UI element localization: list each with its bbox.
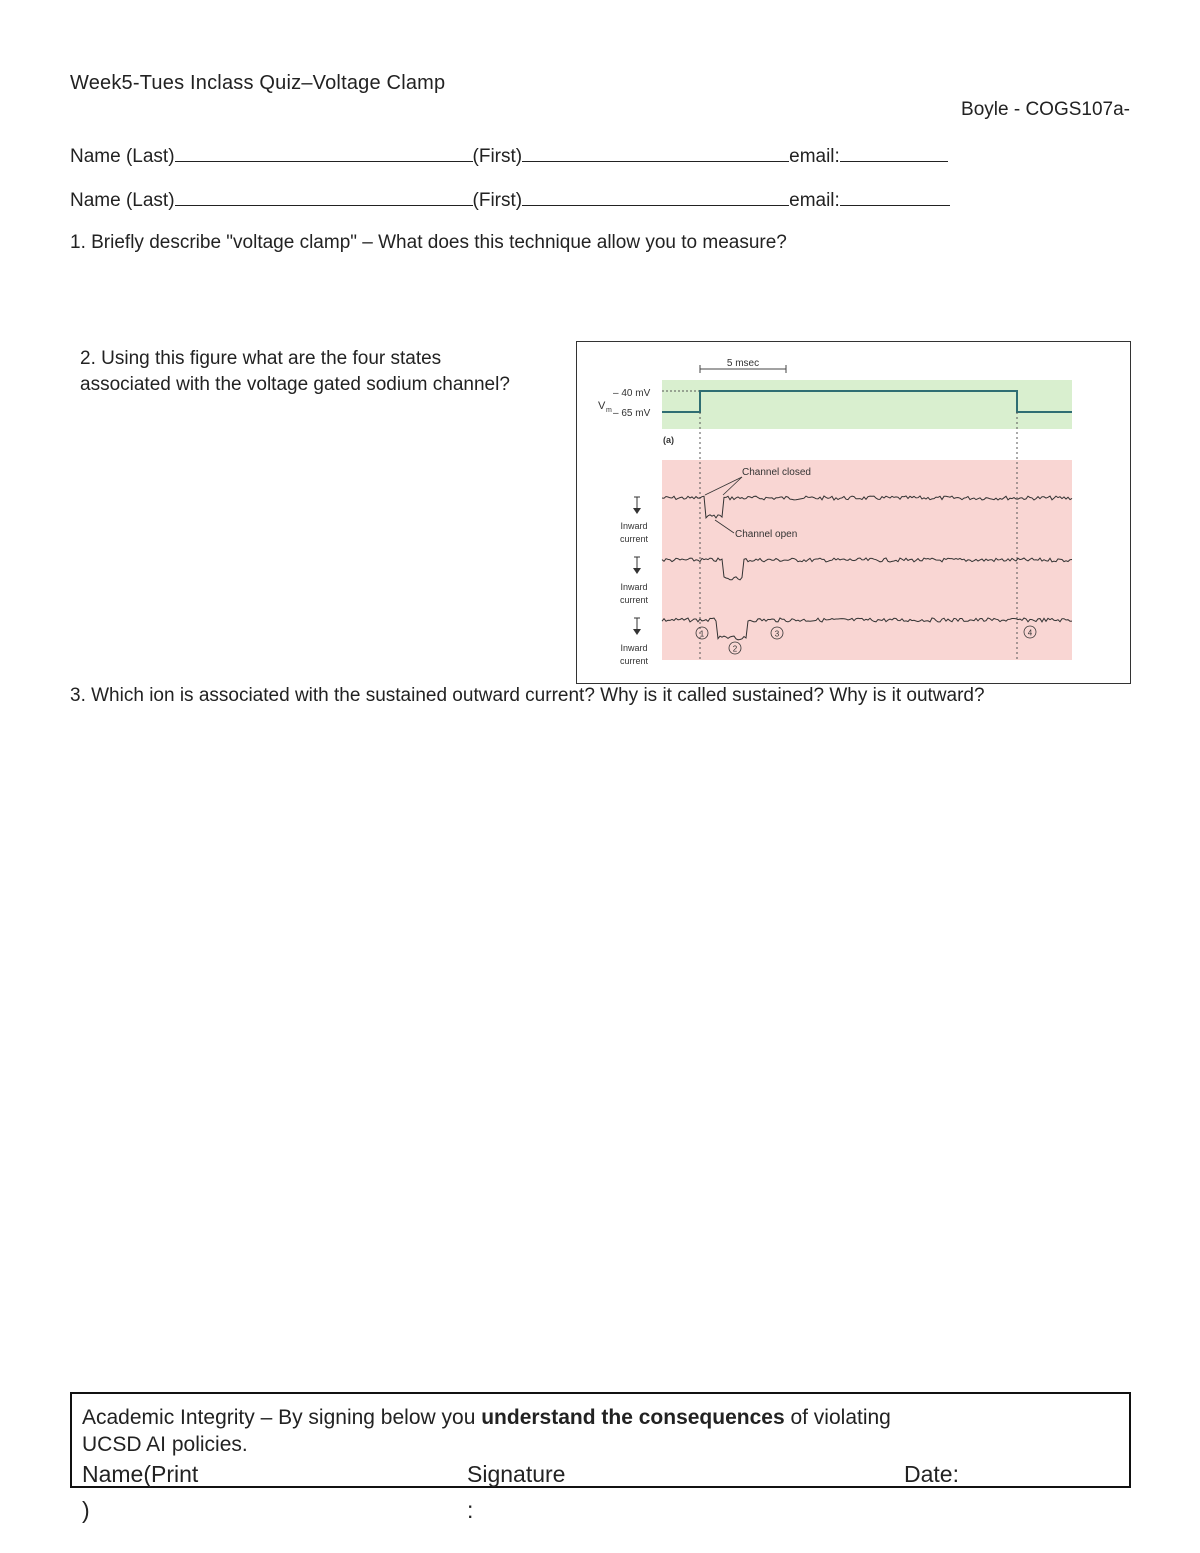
inward-arrow-3 bbox=[633, 618, 641, 635]
figure-svg bbox=[577, 342, 1130, 683]
svg-text:2: 2 bbox=[732, 644, 738, 654]
first-name-label: (First) bbox=[472, 146, 523, 167]
integrity-text-line-2: UCSD AI policies. bbox=[82, 1433, 248, 1456]
sodium-channel-figure bbox=[576, 341, 1131, 684]
name-print-label: Name(Print bbox=[82, 1461, 199, 1487]
integrity-statement bbox=[82, 1404, 1082, 1458]
inward-label-1b: current bbox=[619, 534, 649, 544]
question-2-line-2: associated with the voltage gated sodium channel? bbox=[80, 374, 510, 395]
channel-closed-label: Channel closed bbox=[742, 467, 811, 478]
last-name-field[interactable] bbox=[175, 145, 473, 162]
time-scale-label: 5 msec bbox=[726, 358, 760, 369]
email-label: email: bbox=[789, 146, 840, 167]
last-name-label: Name (Last) bbox=[70, 190, 175, 211]
integrity-text-bold: understand the consequences bbox=[481, 1406, 785, 1429]
first-name-field[interactable] bbox=[522, 145, 789, 162]
name-row-1 bbox=[70, 145, 948, 168]
name-print-paren: ) bbox=[82, 1497, 90, 1523]
last-name-field[interactable] bbox=[175, 189, 473, 206]
integrity-text-2: of violating bbox=[784, 1406, 891, 1429]
quiz-title: Week5-Tues Inclass Quiz–Voltage Clamp bbox=[70, 72, 446, 94]
first-name-field[interactable] bbox=[522, 189, 789, 206]
integrity-text-1: Academic Integrity – By signing below you bbox=[82, 1406, 482, 1429]
question-3: 3. Which ion is associated with the sustained outward current? Why is it called sustained? Why is it outward? bbox=[70, 685, 985, 706]
inward-label-2b: current bbox=[619, 595, 649, 605]
email-field[interactable] bbox=[840, 145, 948, 162]
academic-integrity-box bbox=[70, 1392, 1131, 1523]
inward-label-3a: Inward bbox=[620, 643, 648, 653]
course-label: Boyle - COGS107a- bbox=[961, 99, 1130, 120]
panel-label: (a) bbox=[663, 435, 674, 445]
inward-arrow-2 bbox=[633, 557, 641, 574]
inward-arrow-1 bbox=[633, 497, 641, 514]
name-row-2 bbox=[70, 189, 950, 212]
inward-label-3b: current bbox=[619, 656, 649, 666]
inward-label-1a: Inward bbox=[620, 521, 648, 531]
inward-label-2a: Inward bbox=[620, 582, 648, 592]
question-2-line-1: 2. Using this figure what are the four states bbox=[80, 348, 442, 369]
last-name-label: Name (Last) bbox=[70, 146, 175, 167]
signature-colon: : bbox=[467, 1497, 474, 1523]
channel-open-label: Channel open bbox=[735, 529, 798, 540]
signature-label: Signature bbox=[467, 1461, 566, 1487]
voltage-panel-bg bbox=[662, 380, 1072, 429]
question-1: 1. Briefly describe "voltage clamp" – What does this technique allow you to measure? bbox=[70, 232, 787, 253]
email-field[interactable] bbox=[840, 189, 950, 206]
email-label: email: bbox=[789, 190, 840, 211]
vm-label: V bbox=[598, 400, 606, 412]
question-2 bbox=[80, 346, 550, 398]
v-low-label: – 65 mV bbox=[613, 408, 651, 419]
date-label: Date: bbox=[904, 1461, 959, 1487]
first-name-label: (First) bbox=[472, 190, 523, 211]
svg-text:4: 4 bbox=[1027, 628, 1033, 638]
v-high-label: – 40 mV bbox=[613, 388, 651, 399]
svg-text:3: 3 bbox=[774, 629, 780, 639]
vm-subscript: m bbox=[606, 407, 612, 414]
svg-text:1: 1 bbox=[699, 629, 705, 639]
